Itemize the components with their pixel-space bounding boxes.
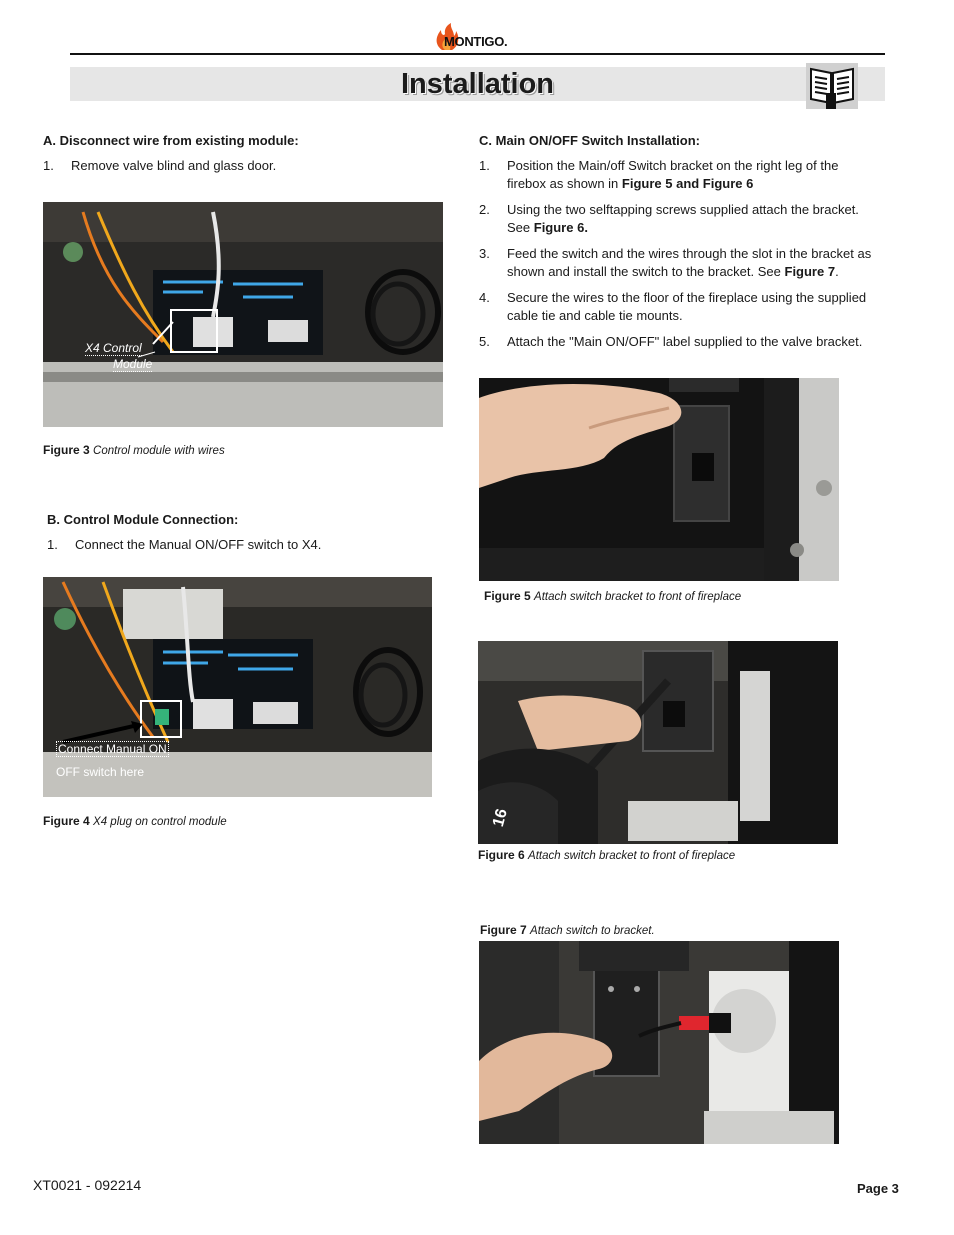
figure-4-annotation-line-1: Connect Manual ON <box>58 742 167 756</box>
step-line-2: firebox as shown in <box>507 176 622 191</box>
figure-7-photo <box>479 941 839 1144</box>
figure-label: Figure 7 <box>480 923 527 937</box>
step-figure-ref: Figure 7 <box>784 264 836 279</box>
title-bar <box>70 67 885 101</box>
section-a-step-1 <box>43 157 443 175</box>
step-figure-ref: Figure 6. <box>533 220 588 235</box>
step-number: 1. <box>43 158 54 173</box>
figure-4-annotation-line-2: OFF switch here <box>56 765 145 779</box>
figure-caption-text: Control module with wires <box>93 445 225 457</box>
page-title: Installation <box>400 68 555 100</box>
open-manual-icon <box>806 63 858 109</box>
logo-text: MONTIGO. <box>444 34 508 49</box>
figure-label: Figure 6 <box>478 848 525 862</box>
step-text: Remove valve blind and glass door. <box>71 158 277 173</box>
figure-6-caption <box>478 848 735 862</box>
figure-caption-text: Attach switch bracket to front of fireplace <box>534 591 742 603</box>
section-c-step-2 <box>479 201 879 237</box>
figure-3-caption <box>43 443 225 457</box>
section-c-step-3 <box>479 245 879 281</box>
figure-4-caption <box>43 814 227 828</box>
step-number: 1. <box>479 158 490 173</box>
figure-3-annotation-line-1: X4 Control <box>85 341 142 355</box>
figure-5-photo <box>479 378 839 581</box>
figure-label: Figure 5 <box>484 589 531 603</box>
brand-logo <box>432 22 527 52</box>
step-number: 3. <box>479 246 490 261</box>
step-line-2: cable tie and cable tie mounts. <box>507 308 683 323</box>
figure-caption-text: Attach switch bracket to front of fireplace <box>528 850 736 862</box>
section-b-heading: B. Control Module Connection: <box>47 512 239 527</box>
step-line-1: Secure the wires to the floor of the fireplace using the supplied <box>507 290 867 305</box>
figure-3-photo <box>43 202 443 427</box>
section-c-step-1 <box>479 157 879 193</box>
step-line-1: Feed the switch and the wires through the slot in the bracket as <box>507 246 872 261</box>
figure-caption-text: X4 plug on control module <box>93 816 227 828</box>
section-c-heading: C. Main ON/OFF Switch Installation: <box>479 133 701 148</box>
step-line-2: shown and install the switch to the bracket. See <box>507 264 785 279</box>
figure-caption-text: Attach switch to bracket. <box>530 925 655 937</box>
drill-number: 16 <box>489 807 511 829</box>
step-line-1: Position the Main/off Switch bracket on the right leg of the <box>507 158 839 173</box>
figure-3-annotation-line-2: Module <box>113 357 153 371</box>
header-rule <box>70 53 885 55</box>
step-line-1: Using the two selftapping screws supplied attach the bracket. <box>507 202 859 217</box>
step-line-2-end: . <box>835 264 839 279</box>
figure-label: Figure 3 <box>43 443 90 457</box>
section-a-heading: A. Disconnect wire from existing module: <box>43 133 299 148</box>
step-number: 1. <box>47 537 58 552</box>
figure-6-photo <box>478 641 838 844</box>
step-text: Connect the Manual ON/OFF switch to X4. <box>75 537 322 552</box>
document-code: XT0021 - 092214 <box>33 1177 142 1193</box>
page-number: Page 3 <box>857 1181 899 1196</box>
figure-label: Figure 4 <box>43 814 90 828</box>
step-line-2: See <box>507 220 534 235</box>
step-text <box>507 157 838 193</box>
step-number: 2. <box>479 202 490 217</box>
step-text <box>507 245 871 281</box>
step-number: 4. <box>479 290 490 305</box>
step-text <box>507 201 859 237</box>
step-figure-ref: Figure 5 and Figure 6 <box>621 176 754 191</box>
figure-4-photo <box>43 577 432 797</box>
step-number: 5. <box>479 334 490 349</box>
section-c-step-5 <box>479 333 879 351</box>
step-text: Attach the "Main ON/OFF" label supplied to the valve bracket. <box>507 334 863 349</box>
section-b-step-1 <box>47 536 437 554</box>
step-text <box>507 289 866 325</box>
section-c-step-4 <box>479 289 879 325</box>
figure-7-caption <box>480 923 655 937</box>
figure-5-caption <box>484 589 741 603</box>
